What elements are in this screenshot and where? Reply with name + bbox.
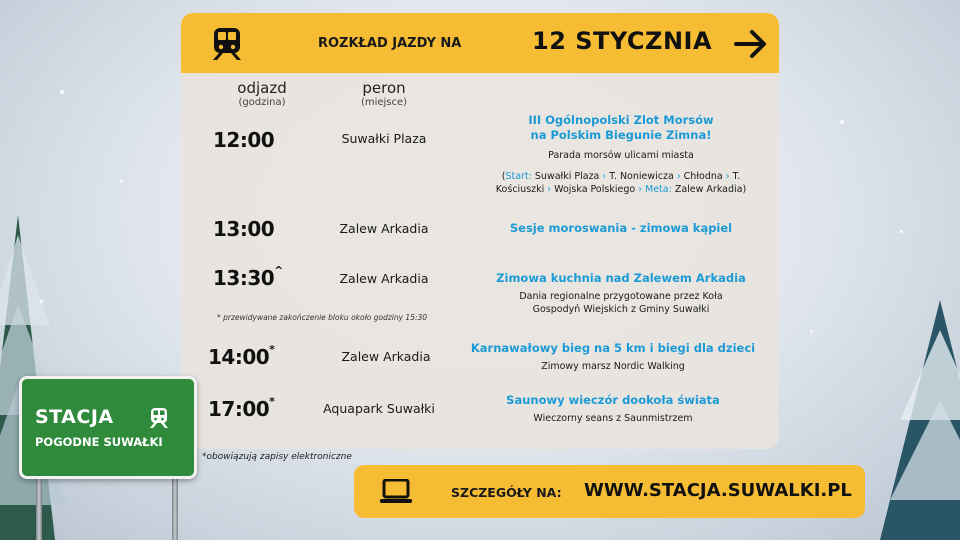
event-info [458,341,768,373]
event-title-line: III Ogólnopolski Zlot Morsów [528,113,714,127]
snowy-tree-right-decoration [860,300,960,540]
platform-place: Suwałki Plaza [341,131,427,146]
event-info [466,113,776,196]
departure-time-value: 13:30 [213,266,275,290]
event-info [458,393,768,425]
route-text: Kościuszki [495,184,548,195]
departure-time [208,397,274,421]
event-title-line: Saunowy wieczór dookoła świata [506,393,720,407]
website-link[interactable]: WWW.STACJA.SUWALKI.PL [584,480,852,501]
column-header-platform-main: peron [362,79,406,97]
route-separator: › [725,171,730,182]
event-title-line: Zimowa kuchnia nad Zalewem Arkadia [496,271,746,285]
arrow-right-icon[interactable] [734,29,768,59]
route-text: T. Noniewicza [606,171,677,182]
registration-footnote: *obowiązują zapisy elektroniczne [202,452,352,462]
details-bar [354,465,865,518]
station-sign-title: STACJA [35,406,114,428]
event-description: Gospodyń Wiejskich z Gminy Suwałki [532,304,710,315]
train-icon [149,407,169,429]
departure-time-value: 14:00 [208,345,270,369]
departure-time-mark: * [269,395,275,408]
platform-place: Zalew Arkadia [339,221,429,236]
route-text: Suwałki Plaza [531,171,603,182]
event-title-line: Sesje moroswania - zimowa kąpiel [509,221,733,235]
route-text: Zalew Arkadia) [671,184,747,195]
route-start-label: Start: [505,171,532,182]
departure-time [213,217,274,241]
event-info [466,221,776,236]
departure-time-value: 13:00 [213,217,275,241]
route-separator: › [602,171,607,182]
event-title-line: na Polskim Biegunie Zimna! [530,128,712,142]
event-title-line: Karnawałowy bieg na 5 km i biegi dla dzieci [470,341,756,355]
column-header-platform-sub: (miejsce) [360,97,408,108]
laptop-icon [380,479,412,505]
sign-post [172,476,178,540]
route-separator: › [676,171,681,182]
route-text: Chłodna [680,171,726,182]
departure-time-mark: * [269,343,275,356]
route-meta-label: Meta: [642,184,672,195]
column-header-departure-sub: (godzina) [238,97,286,108]
event-info [466,271,776,316]
route-text: Wojska Polskiego [551,184,639,195]
station-sign-subtitle: POGODNE SUWAŁKI [35,435,163,449]
end-time-note: * przewidywane zakończenie bloku około godziny 15:30 [217,313,428,322]
event-route [466,170,776,196]
event-description: Zimowy marsz Nordic Walking [541,361,685,372]
platform-place: Aquapark Suwałki [323,401,435,416]
header-date: 12 STYCZNIA [532,27,713,55]
snowflake-decoration [900,230,903,233]
event-description: Wieczorny seans z Saunmistrzem [533,413,693,424]
train-icon [211,27,243,61]
platform-place: Zalew Arkadia [339,271,429,286]
snowflake-decoration [60,90,64,94]
departure-time [213,128,274,152]
column-header-platform [344,80,424,109]
station-sign [19,376,197,479]
schedule-header [181,13,779,73]
route-text: T. [729,171,741,182]
departure-time [213,266,283,290]
route-text: ( [501,171,506,182]
platform-place: Zalew Arkadia [341,349,431,364]
header-label: ROZKŁAD JAZDY NA [318,36,462,51]
departure-time-value: 17:00 [208,397,270,421]
event-description: Dania regionalne przygotowane przez Koła [519,291,723,302]
snowflake-decoration [120,180,123,183]
departure-time-value: 12:00 [213,128,275,152]
snowflake-decoration [40,300,43,303]
column-header-departure [222,80,302,109]
event-description: Parada morsów ulicami miasta [548,150,694,161]
sign-post [36,476,42,540]
column-header-departure-main: odjazd [237,79,287,97]
snowflake-decoration [840,120,844,124]
route-separator: › [547,184,552,195]
details-label: SZCZEGÓŁY NA: [451,485,562,500]
snowflake-decoration [810,330,813,333]
departure-time-mark: ^ [274,264,283,277]
departure-time [208,345,274,369]
route-separator: › [638,184,642,195]
